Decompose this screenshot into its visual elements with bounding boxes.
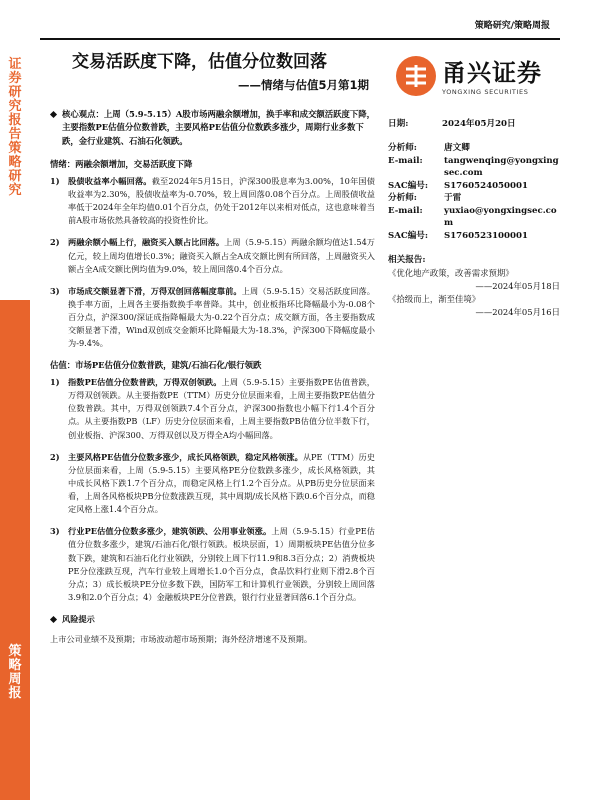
list-item: [50, 175, 375, 228]
sidebar-report-type: 证券研究报告 策略研究: [8, 57, 22, 198]
logo-chinese-name: 甬兴证券: [442, 59, 542, 87]
sac-number: S1760523100001: [444, 230, 528, 241]
analyst-email-link[interactable]: yuxiao@yongxingsec.com: [444, 205, 557, 229]
logo-mark-icon: [396, 56, 436, 96]
section-heading: 估值：市场PE估值分位数普跌，建筑/石油石化/银行领跌: [50, 360, 262, 371]
sac-row: [388, 180, 560, 192]
list-item-body: [68, 175, 375, 228]
list-item-lead: 股债收益率小幅回落。: [68, 175, 152, 186]
date-label: 日期:: [388, 119, 409, 129]
list-item-lead: 两融余额小幅上行，融资买入额占比回落。: [68, 237, 225, 248]
list-item-lead: 指数PE估值分位数普跌，万得双创领跌。: [68, 377, 222, 388]
report-date: 2024年05月20日: [442, 119, 516, 129]
list-item-text: 上周（5.9-5.15）主要指数PE估值普跌，万得双创领跌。从主要指数PE（TTM）历史分位层面来看，上周主要指数PE估值分位数普跌。其中，万得双创领跌7.4个百分点，沪深300指数也小幅下行1.4个百分点。从主要指数PB（LF）历史分位层面来看，上周主要指数PB估值分位半数下行，创业板指、沪深300、万得双创以及万得全A均小幅回落。: [68, 377, 375, 440]
list-item: [50, 236, 375, 275]
list-item-text: 上周（5.9-5.15）行业PE估值分位数多涨少，建筑/石油石化/银行领跌。板块层面，1）周期板块PE估值分位多数下跌，建筑和石油石化行业领跌，分别较上周下行11.9和8.3百分点；2）消费板块PE分位涨跌互现，汽车行业较上周增长1.0个百分点，食品饮料行业则下滑2.8个百分点；3）成长板块PE分位多数下跌，国防军工和计算机行业领跌，分别较上周回落3.9和2.0个百分点；4）金融板块PE分位普跌，银行行业显著回落6.1个百分点。: [68, 526, 375, 602]
list-item-text: 上周（5.9-5.15）交易活跃度回落。换手率方面，上周各主要指数换手率普降。其中，创业板指环比降幅最小为-0.08个百分点，沪深300/深证成指降幅最大为-0.22个百分点；成交额方面，各主要指数成交额显著下滑，Wind双创成交金额环比降幅最大为-18.3%，沪深300下降幅度最小为-9.4%。: [68, 285, 375, 349]
section-heading: 情绪：两融余额增加，交易活跃度下降: [50, 159, 193, 170]
list-item-body: [68, 525, 375, 604]
list-item-body: [68, 376, 375, 442]
related-reports-title: 相关报告:: [388, 255, 426, 266]
analyst-label: 分析师:: [388, 193, 417, 204]
email-row: [388, 155, 560, 180]
analyst-label: 分析师:: [388, 143, 417, 154]
list-item-number: 1): [50, 175, 60, 186]
sac-label: SAC编号:: [388, 230, 429, 241]
header-rule: [40, 38, 560, 40]
list-item: [50, 285, 375, 351]
list-item-body: [68, 451, 375, 517]
list-item-body: [68, 285, 375, 351]
related-report-title[interactable]: 《拾级而上，渐至佳境》: [388, 293, 481, 304]
company-logo: [396, 52, 556, 104]
analyst-email-link[interactable]: tangwenqing@yongxingsec.com: [444, 155, 559, 179]
analyst-row: [388, 142, 560, 154]
list-item-number: 2): [50, 237, 60, 248]
sac-number: S1760524050001: [444, 180, 528, 191]
list-item: [50, 525, 375, 604]
list-item-lead: 主要风格PE估值分位数多涨少，成长风格领跌，稳定风格领涨。: [68, 451, 303, 462]
analyst-row: [388, 192, 560, 204]
date-row: [388, 118, 560, 130]
list-item: [50, 451, 375, 517]
analyst-name: 于雷: [444, 193, 462, 204]
logo-english-name: YONGXING SECURITIES: [442, 88, 529, 96]
sac-label: SAC编号:: [388, 180, 429, 191]
report-category-label: 策略研究/策略周报: [474, 21, 550, 31]
sac-row: [388, 230, 560, 242]
report-info-panel: [388, 118, 560, 318]
page-subtitle: ——情绪与估值5月第1期: [238, 78, 370, 92]
sidebar-report-category: 策略周报: [8, 644, 22, 701]
sidebar-top: [0, 0, 30, 300]
analyst-name: 唐文卿: [444, 143, 470, 154]
core-viewpoint: 核心观点：上周（5.9-5.15）A股市场两融余额增加，换手率和成交额活跃度下降，主要指数PE估值分位数普跌，主要风格PE估值分位数跌多涨少，周期行业多数下跌，金行业建筑、石油石化领跌。: [50, 108, 375, 148]
list-item-number: 2): [50, 451, 60, 462]
email-label: E-mail:: [388, 205, 423, 216]
related-report-date: ——2024年05月16日: [475, 306, 560, 317]
list-item-number: 1): [50, 377, 60, 388]
list-item-lead: 行业PE估值分位数多涨少，建筑领跌、公用事业领涨。: [68, 526, 272, 537]
list-item-body: [68, 236, 375, 275]
email-label: E-mail:: [388, 155, 423, 166]
sidebar-orange-band: [0, 300, 30, 800]
list-item: [50, 376, 375, 442]
report-body: [50, 108, 375, 646]
related-report-title[interactable]: 《优化地产政策，改善需求预期》: [388, 267, 514, 278]
list-item-text: 上周（5.9-5.15）两融余额均值达1.54万亿元，较上周均值增长0.3%；融资买入额占全A成交额比例有所回落，上周融资买入额占全A成交额比例均值为9.0%，较上周回落0.4个百分点。: [68, 237, 375, 274]
risk-heading: 风险提示: [50, 613, 375, 625]
page-title: 交易活跃度下降，估值分位数回落: [72, 52, 327, 72]
list-item-lead: 市场成交额显著下滑，万得双创回落幅度靠前。: [68, 285, 242, 296]
list-item-number: 3): [50, 526, 60, 537]
list-item-text: 从PE（TTM）历史分位层面来看，上周（5.9-5.15）主要风格PE分位数跌多涨少，成长风格领跌，其中成长风格下跌1.7个百分点，而稳定风格上行1.2个百分点。从PB历史分位层面来看，上周各风格板块PB分位数涨跌互现，其中周期/成长风格下跌0.6个百分点，而稳定风格上涨1.4个百分点。: [68, 451, 375, 515]
risk-text: 上市公司业绩不及预期；市场波动超市场预期；海外经济增速不及预期。: [50, 634, 313, 645]
email-row: [388, 205, 560, 230]
list-item-text: 截至2024年5月15日，沪深300股息率为3.00%，10年国债收益率为2.30%，股债收益率为-0.70%，较上周回落0.08个百分点。上周股债收益率低于2024年全年均值0.01个百分点，仍处于2012年以来相对低点，这也意味着当前A股市场依然具备较高的投资性价比。: [68, 175, 375, 226]
list-item-number: 3): [50, 285, 60, 296]
related-report-date: ——2024年05月18日: [475, 280, 560, 291]
